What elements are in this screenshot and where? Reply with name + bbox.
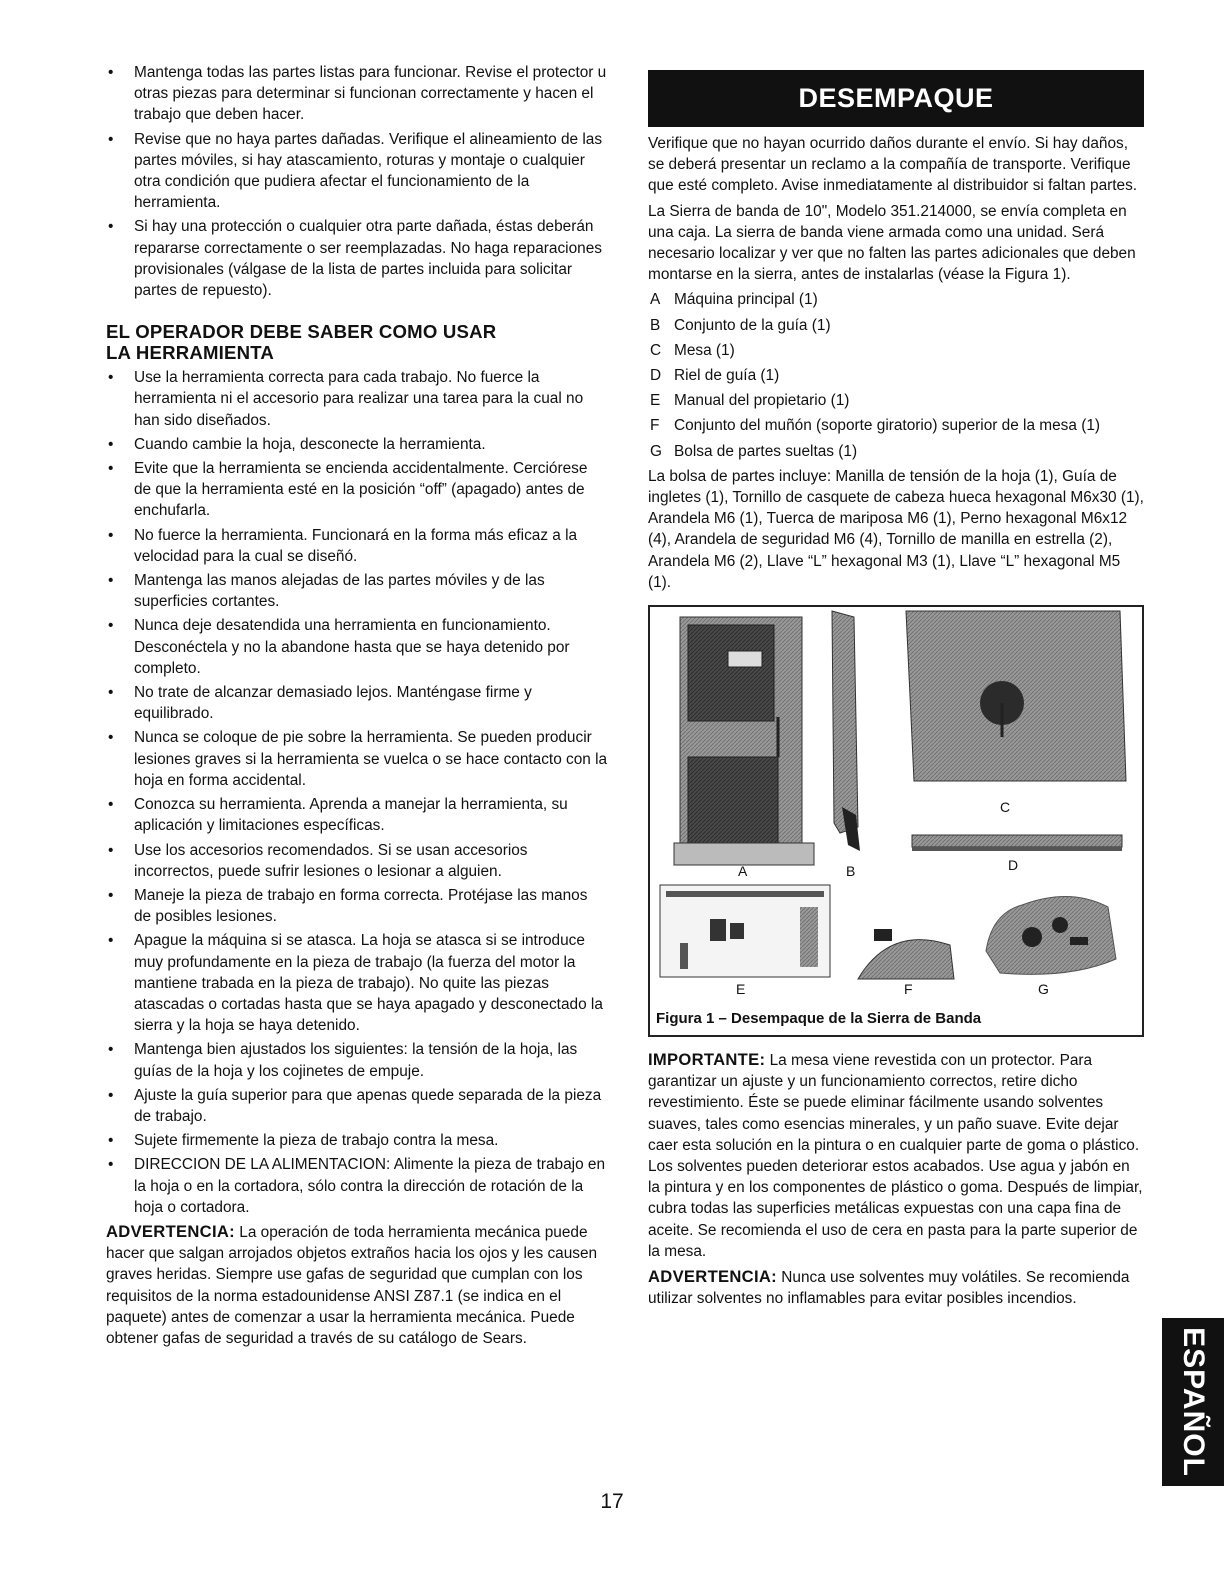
list-item: • Mantenga todas las partes listas para funcionar. Revise el protector u otras piezas para determinar si funcionan correctamente y hacen el trabajo que deben hacer.	[106, 62, 608, 126]
part-letter: E	[650, 392, 661, 410]
list-item	[648, 315, 1144, 336]
part-text: Conjunto de la guía (1)	[674, 316, 831, 334]
list-item: • No trate de alcanzar demasiado lejos. Manténgase firme y equilibrado.	[106, 682, 608, 724]
part-letter: C	[650, 341, 662, 359]
list-item: • Si hay una protección o cualquier otra parte dañada, éstas deberán repararse correctamente o ser reemplazadas. No haga reparaciones provisionales (válgase de la lista de partes incluida para solicitar partes de repuesto).	[106, 216, 608, 301]
figure-label-d: D	[1008, 857, 1019, 874]
list-item: • Mantenga las manos alejadas de las partes móviles y de las superficies cortantes.	[106, 570, 608, 612]
important-text: La mesa viene revestida con un protector. Para garantizar un ajuste y un funcionamiento correctos, retire dicho revestimiento. Éste se puede eliminar fácilmente usando solventes suaves, tales como esencias minerales, y un paño suave. Evite dejar caer esta solución en la pintura o en cualquier parte de goma o plástico. Los solventes pueden deteriorar estos acabados. Use agua y jabón en la pintura y en los componentes de plástico o goma. Después de limpiar, cubra todas las superficies metálicas expuestas con una capa fina de aceite. Se recomienda el uso de cera en pasta para la parte superior de la mesa.	[648, 1052, 1143, 1260]
list-item: • Cuando cambie la hoja, desconecte la herramienta.	[106, 434, 608, 455]
part-text: Mesa (1)	[674, 341, 735, 359]
figure-label-f: F	[904, 981, 913, 998]
list-item: • Evite que la herramienta se encienda accidentalmente. Cerciórese de que la herramienta esté en la posición “off” (apagado) antes de enchufarla.	[106, 458, 608, 522]
language-side-tab	[1162, 1318, 1224, 1486]
warning-text: La operación de toda herramienta mecánica puede hacer que salgan arrojados objetos extraños hacia los ojos y les causen graves heridas. Siempre use gafas de seguridad que cumplan con los requisitos de la norma estadounidense ANSI Z87.1 (se indica en el paquete) antes de comenzar a usar la herramienta mecánica. Puede obtener gafas de seguridad a través de su catálogo de Sears.	[106, 1223, 598, 1347]
owners-manual	[660, 885, 830, 977]
list-item: • Mantenga bien ajustados los siguientes: la tensión de la hoja, las guías de la hoja y los cojinetes de empuje.	[106, 1039, 608, 1081]
unpacking-banner: DESEMPAQUE	[648, 70, 1144, 127]
figure-illustration	[650, 607, 1142, 1031]
heading-line-2: LA HERRAMIENTA	[106, 342, 275, 364]
list-item: • No fuerce la herramienta. Funcionará en la forma más eficaz a la velocidad para la cual se diseñó.	[106, 525, 608, 567]
figure-caption: Figura 1 – Desempaque de la Sierra de Banda	[656, 1009, 982, 1027]
list-item: • Ajuste la guía superior para que apenas quede separada de la pieza de trabajo.	[106, 1085, 608, 1127]
loose-parts-paragraph: La bolsa de partes incluye: Manilla de tensión de la hoja (1), Guía de ingletes (1), Tornillo de casquete de cabeza hueca hexagonal M6x30 (1), Arandela M6 (1), Tuerca de mariposa M6 (1), Perno hexagonal M6x12 (4), Arandela de seguridad M6 (4), Tornillo de manilla en estrella (2), Arandela M6 (2), Llave “L” hexagonal M3 (1), Llave “L” hexagonal M5 (1).	[648, 467, 1144, 591]
operator-bullet-list	[106, 367, 608, 1218]
operator-section-heading	[106, 321, 608, 363]
band-saw-main-machine	[674, 617, 814, 865]
warning-text: Nunca use solventes muy volátiles. Se recomienda utilizar solventes no inflamables para evitar posibles incendios.	[648, 1269, 1130, 1308]
warning-lead: ADVERTENCIA:	[106, 1221, 235, 1241]
figure-label-c: C	[1000, 799, 1011, 816]
page-number: 17	[600, 1490, 624, 1513]
part-text: Bolsa de partes sueltas (1)	[674, 442, 858, 460]
part-letter: F	[650, 417, 660, 435]
important-lead: IMPORTANTE:	[648, 1050, 766, 1070]
top-bullet-list	[106, 62, 608, 301]
figure-1	[648, 605, 1144, 1037]
trunnion-assembly	[858, 929, 954, 979]
important-paragraph	[648, 1049, 1144, 1262]
warning-lead: ADVERTENCIA:	[648, 1267, 777, 1287]
parts-list	[648, 289, 1144, 461]
list-item: • Maneje la pieza de trabajo en forma correcta. Protéjase las manos de posibles lesiones.	[106, 885, 608, 927]
part-letter: D	[650, 367, 662, 385]
list-item: • Conozca su herramienta. Aprenda a manejar la herramienta, su aplicación y limitaciones específicas.	[106, 794, 608, 836]
list-item: • Nunca deje desatendida una herramienta en funcionamiento. Desconéctela y no la abandone hasta que se haya detenido por completo.	[106, 615, 608, 679]
list-item	[648, 441, 1144, 462]
part-text: Conjunto del muñón (soporte giratorio) superior de la mesa (1)	[674, 417, 1101, 435]
list-item: • Sujete firmemente la pieza de trabajo contra la mesa.	[106, 1130, 608, 1151]
list-item: • Revise que no haya partes dañadas. Verifique el alineamiento de las partes móviles, si hay atascamiento, roturas y montaje o cualquier otra condición que pudiera afectar el funcionamiento de la herramienta.	[106, 129, 608, 214]
table-part	[906, 611, 1126, 781]
part-text: Máquina principal (1)	[674, 291, 818, 309]
list-item: • Use la herramienta correcta para cada trabajo. No fuerce la herramienta ni el accesorio para realizar una tarea para la cual no han sido diseñados.	[106, 367, 608, 431]
language-label: ESPAÑOL	[1177, 1327, 1211, 1477]
part-text: Manual del propietario (1)	[674, 392, 850, 410]
list-item	[648, 289, 1144, 310]
part-letter: A	[650, 291, 661, 309]
part-letter: G	[650, 442, 662, 460]
part-text: Riel de guía (1)	[674, 367, 780, 385]
list-item: • Use los accesorios recomendados. Si se usan accesorios incorrectos, puede sufrir lesiones o lesionar a alguien.	[106, 840, 608, 882]
intro-paragraph-1: Verifique que no hayan ocurrido daños durante el envío. Si hay daños, se deberá presentar un reclamo a la compañía de transporte. Verifique que esté completo. Avise inmediatamente al distribuidor si faltan partes.	[648, 135, 1138, 195]
figure-label-e: E	[736, 981, 746, 998]
intro-paragraph-2: La Sierra de banda de 10", Modelo 351.214000, se envía completa en una caja. La sierra de banda viene armada como una unidad. Será necesario localizar y ver que no falten las partes adicionales que deben montarse en la sierra, antes de instalarlas (véase la Figura 1).	[648, 202, 1136, 284]
heading-line-1: EL OPERADOR DEBE SABER COMO USAR	[106, 321, 497, 343]
list-item	[648, 415, 1144, 436]
list-item	[648, 390, 1144, 411]
list-item: • DIRECCION DE LA ALIMENTACION: Alimente la pieza de trabajo en la hoja o en la cortadora, sólo contra la dirección de rotación de la hoja o cortadora.	[106, 1154, 608, 1218]
guide-assembly	[832, 611, 860, 851]
safety-glasses-warning	[106, 1221, 608, 1349]
list-item	[648, 340, 1144, 361]
list-item: • Nunca se coloque de pie sobre la herramienta. Se pueden producir lesiones graves si la herramienta se vuelca o se hace contacto con la hoja en forma accidental.	[106, 727, 608, 791]
figure-label-b: B	[846, 863, 856, 880]
part-letter: B	[650, 316, 661, 334]
left-column	[106, 62, 608, 1353]
figure-label-a: A	[738, 863, 748, 880]
right-column	[648, 62, 1144, 1314]
figure-label-g: G	[1038, 981, 1049, 998]
list-item	[648, 365, 1144, 386]
guide-rail	[912, 835, 1122, 851]
solvent-warning	[648, 1266, 1144, 1309]
list-item: • Apague la máquina si se atasca. La hoja se atasca si se introduce muy profundamente en la pieza de trabajo (la fuerza del motor la mantiene trabada en la pieza de trabajo). No quite las piezas atascadas o cortadas hasta que se haya apagado y desconectado la sierra y la hoja se haya detenido.	[106, 930, 608, 1036]
loose-parts-bag	[986, 897, 1116, 975]
